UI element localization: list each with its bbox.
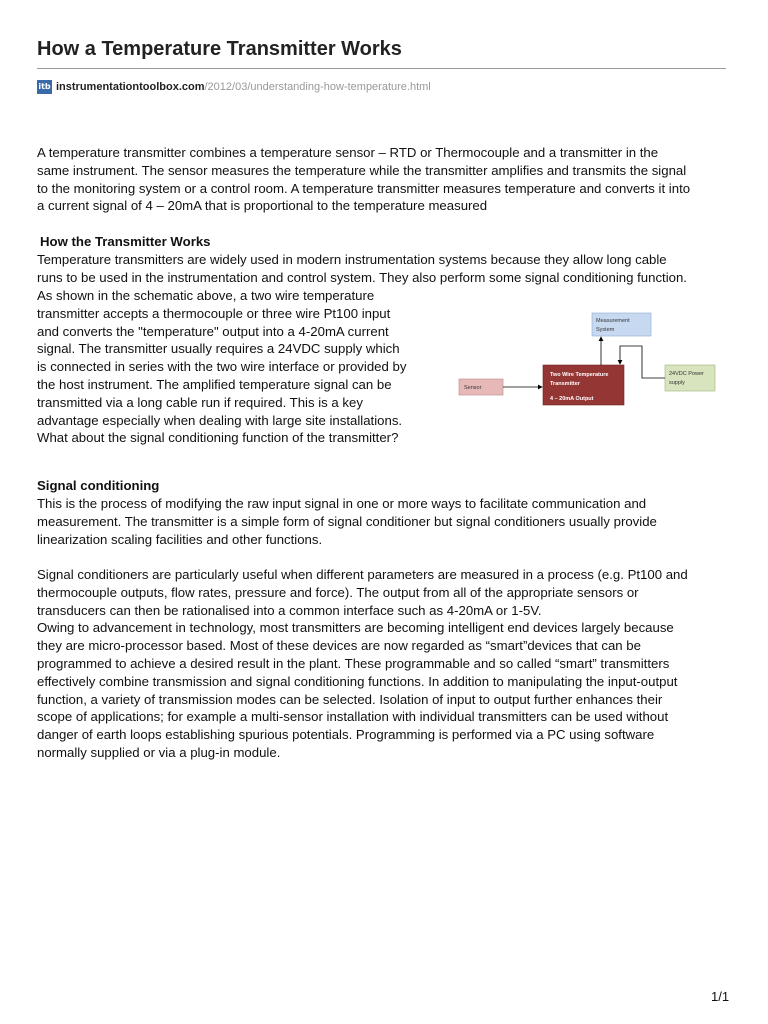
- sensor-label: Sensor: [464, 385, 482, 391]
- signal-conditioning-paragraph-2: Signal conditioners are particularly useful when different parameters are measured in a process (e.g. Pt100 and thermocouple outputs, flow rates, pressure and force). The output from all of the appropriate sensors or transducers can then be rationalised into a common interface such as 4-20mA or 1-5V. Owing to advancement in technology, most transmitters are becoming intelligent end devices largely because they are micro-processor based. Most of these devices are now regarded as “smart”devices that can be programmed to achieve a desired result in the plant. These programmable and so called “smart” transmitters effectively combine transmission and signal conditioning functions. In addition to manipulating the input-output function, a variety of transmission modes can be selected. Isolation of input to output further enhances their scope of applications; for example a multi-sensor installation with individual transmitters can be used without danger of earth loops establishing spurious potentials. Programming is performed via a PC using software normally supplied or via a plug-in module.: [37, 567, 688, 760]
- power-label-1: 24VDC Power: [669, 371, 704, 377]
- section-heading-signal-conditioning: Signal conditioning: [37, 478, 160, 493]
- transmitter-label-3: 4 – 20mA Output: [550, 396, 594, 402]
- transmitter-paragraph-full: Temperature transmitters are widely used in modern instrumentation systems because they allow long cable runs to be used in the instrumentation and control system. They also perform some signal conditioning function.: [37, 252, 687, 285]
- source-domain[interactable]: instrumentationtoolbox.com: [56, 81, 205, 93]
- source-line[interactable]: [37, 78, 431, 96]
- power-label-2: supply: [669, 380, 685, 386]
- site-logo-icon: itb: [37, 80, 52, 94]
- power-supply-box: [665, 365, 715, 391]
- transmitter-label-1: Two Wire Temperature: [550, 372, 609, 378]
- title-divider: [37, 68, 726, 69]
- signal-conditioning-paragraph-1: This is the process of modifying the raw input signal in one or more ways to facilitate communication and measurement. The transmitter is a simple form of signal conditioner but signal conditioners usually provide linearization scaling facilities and other functions.: [37, 496, 657, 547]
- section-heading-transmitter: How the Transmitter Works: [40, 234, 211, 249]
- transmitter-label-2: Transmitter: [550, 381, 580, 387]
- source-path[interactable]: /2012/03/understanding-how-temperature.html: [204, 81, 431, 93]
- measurement-label-2: System: [596, 327, 615, 333]
- intro-paragraph: A temperature transmitter combines a temperature sensor – RTD or Thermocouple and a transmitter in the same instrument. The sensor measures the temperature while the transmitter amplifies and transmits the signal to the monitoring system or a control room. A temperature transmitter measures temperature and converts it into a current signal of 4 – 20mA that is proportional to the temperature measured: [37, 145, 691, 214]
- page-title: How a Temperature Transmitter Works: [37, 38, 402, 60]
- page-number: 1/1: [711, 989, 730, 1004]
- power-to-transmitter-arrow: [620, 346, 665, 378]
- transmitter-paragraph-wrap: As shown in the schematic above, a two wire temperature transmitter accepts a thermocouple or three wire Pt100 input and converts the "temperature" output into a 4-20mA current signal. The transmitter usually requires a 24VDC supply which is connected in series with the two wire interface or provided by the host instrument. The amplified temperature signal can be transmitted via a long cable run if required. This is a key advantage especially when dealing with large site installations. What about the signal conditioning function of the transmitter?: [37, 288, 407, 446]
- measurement-label-1: Measurement: [596, 318, 630, 324]
- transmitter-schematic: [456, 308, 726, 413]
